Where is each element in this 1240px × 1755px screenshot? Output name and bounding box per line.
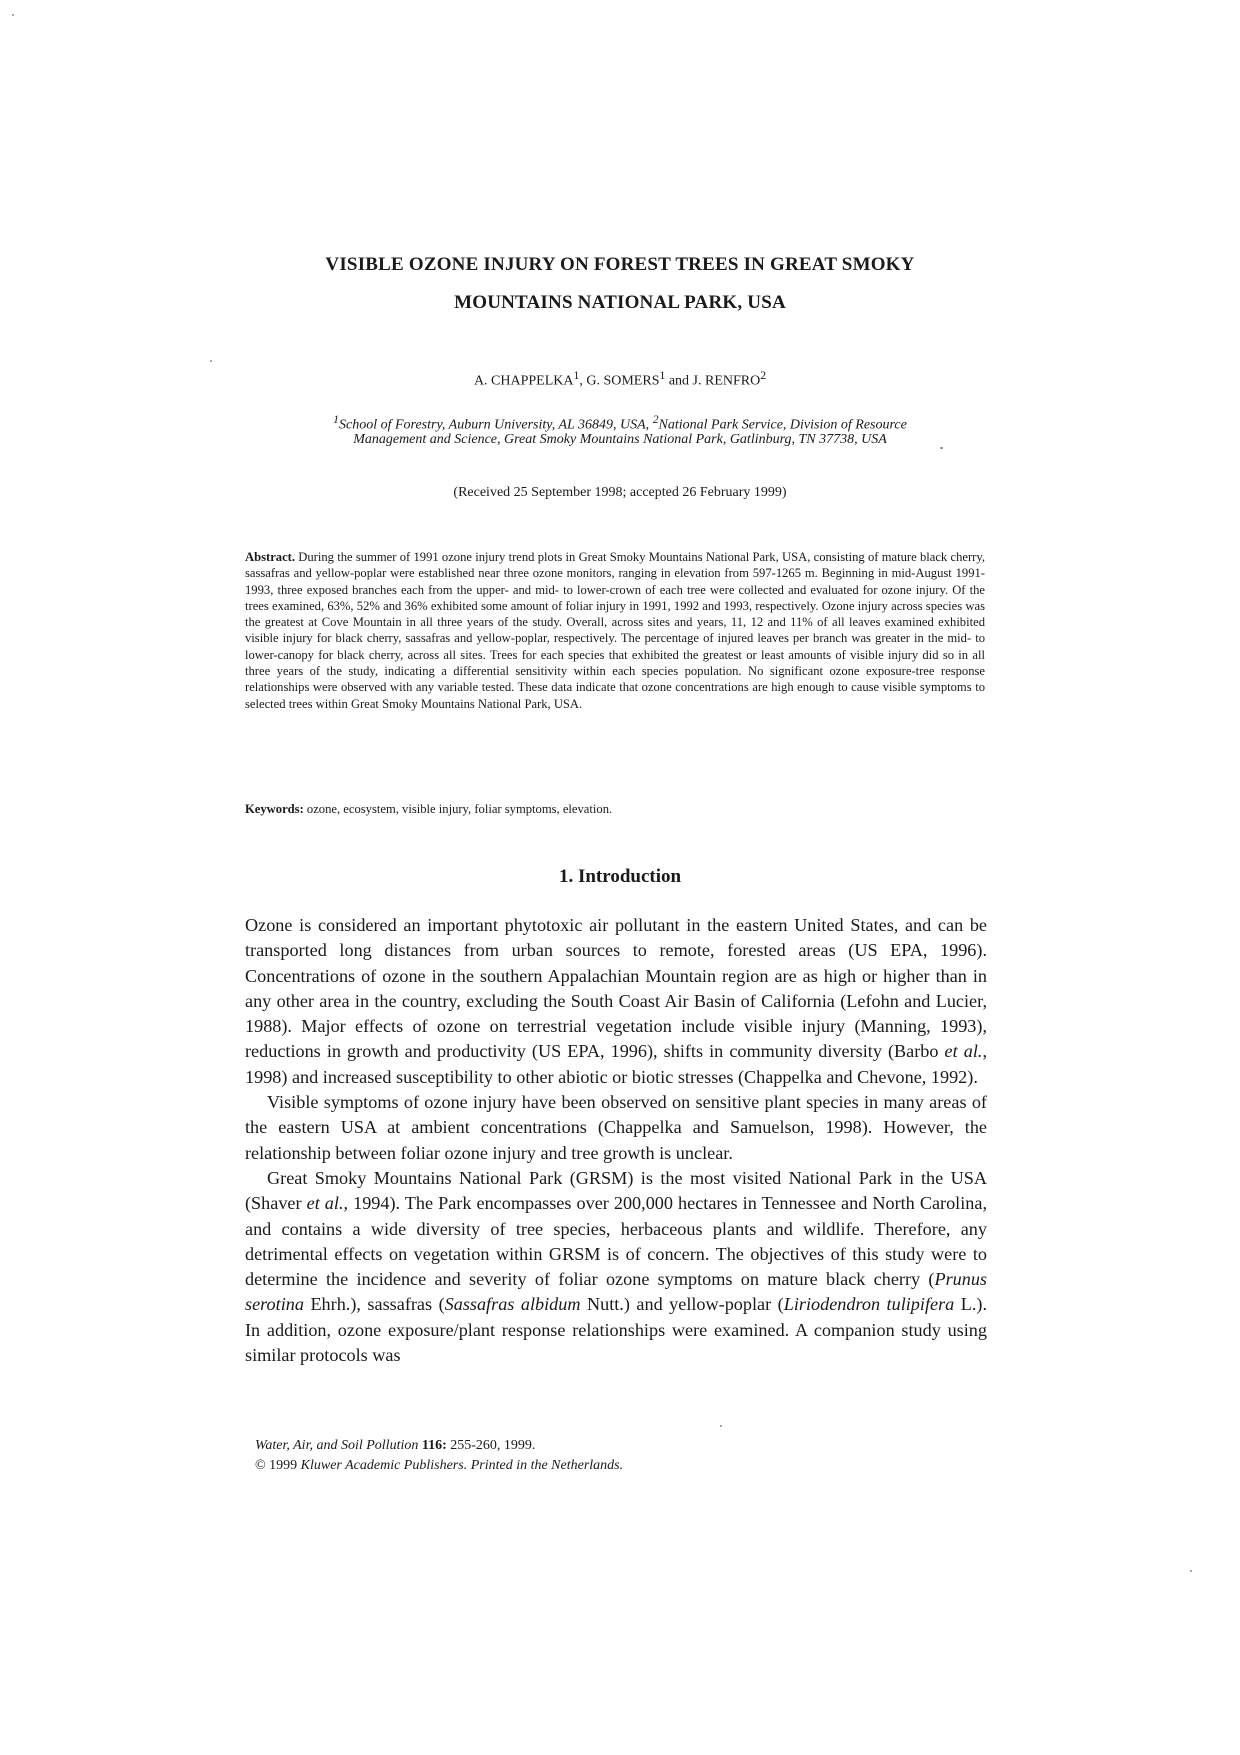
author-3-affil-mark: 2 bbox=[760, 369, 767, 382]
author-1: A. CHAPPELKA bbox=[473, 373, 574, 389]
italic-run: et al. bbox=[306, 1193, 344, 1214]
paragraph bbox=[245, 913, 987, 1090]
copyright-line bbox=[255, 1456, 955, 1476]
scan-speck bbox=[210, 360, 212, 362]
paper-title-line-2: MOUNTAINS NATIONAL PARK, USA bbox=[454, 292, 786, 313]
journal-volume: 116: bbox=[421, 1438, 447, 1453]
scan-speck bbox=[720, 1425, 722, 1427]
author-1-affil-mark: 1 bbox=[573, 369, 580, 382]
abstract bbox=[245, 549, 985, 712]
abstract-label: Abstract. bbox=[245, 550, 296, 564]
received-dates: (Received 25 September 1998; accepted 26 February 1999) bbox=[453, 485, 787, 500]
text-run: , 1998) and increased susceptibility to other abiotic or biotic stresses (Chappelka and Chevone, 1992). bbox=[245, 1041, 987, 1087]
journal-name: Water, Air, and Soil Pollution bbox=[255, 1438, 419, 1453]
italic-run: et al. bbox=[944, 1041, 983, 1062]
publisher-line: Kluwer Academic Publishers. Printed in the Netherlands. bbox=[300, 1458, 624, 1473]
journal-pages: 255-260, 1999. bbox=[446, 1438, 536, 1453]
author-2-affil-mark: 1 bbox=[659, 369, 666, 382]
author-list bbox=[240, 369, 1000, 390]
abstract-text: During the summer of 1991 ozone injury trend plots in Great Smoky Mountains National Park, USA, consisting of mature black cherry, sassafras and yellow-poplar were established near three ozone monitors, ranging in elevation from 597-1265 m. Beginning in mid-August 1991-1993, three exposed branches each from the upper- and mid- to lower-crown of each tree were collected and evaluated for ozone injury. Of the trees examined, 63%, 52% and 36% exhibited some amount of foliar injury in 1991, 1992 and 1993, respectively. Ozone injury across species was the greatest at Cove Mountain in all three years of the study. Overall, across sites and years, 11, 12 and 11% of all leaves examined exhibited visible injury for black cherry, sassafras and yellow-poplar, respectively. The percentage of injured leaves per branch was greater in the mid- to lower-canopy for black cherry, across all sites. Trees for each species that exhibited the greatest or least amounts of visible injury did so in all three years of the study, indicating a differential sensitivity within each species population. No significant ozone exposure-tree response relationships were observed with any variable tested. These data indicate that ozone concentrations are high enough to cause visible symptoms to selected trees within Great Smoky Mountains National Park, USA. bbox=[245, 550, 985, 711]
species-name: Liriodendron tulipifera bbox=[783, 1294, 955, 1315]
section-heading: 1. Introduction bbox=[558, 866, 682, 887]
paper-title-line-1: VISIBLE OZONE INJURY ON FOREST TREES IN GREAT SMOKY bbox=[325, 254, 915, 275]
affil-mark-1: 1 bbox=[333, 413, 339, 426]
keywords bbox=[245, 802, 985, 817]
text-run: Ozone is considered an important phytotoxic air pollutant in the eastern United States, and can be transported long distances from urban sources to remote, forested areas (US EPA, 1996). Concentrations of ozone in the southern Appalachian Mountain region are as high or higher than in any other area in the country, excluding the South Coast Air Basin of California (Lefohn and Lucier, 1988). Major effects of ozone on terrestrial vegetation include visible injury (Manning, 1993), reductions in growth and productivity (US EPA, 1996), shifts in community diversity (Barbo bbox=[245, 915, 987, 1062]
scan-speck bbox=[12, 14, 14, 16]
scan-speck bbox=[1190, 1570, 1192, 1572]
text-run: L.). In addition, ozone exposure/plant response relationships were examined. A companion study using similar protocols was bbox=[245, 1294, 987, 1366]
paragraph: Visible symptoms of ozone injury have been observed on sensitive plant species in many areas of the eastern USA at ambient concentrations (Chappelka and Samuelson, 1998). However, the relationship between foliar ozone injury and tree growth is unclear. bbox=[245, 1092, 987, 1163]
species-name: Prunus serotina bbox=[245, 1269, 987, 1315]
author-3: J. RENFRO bbox=[692, 373, 761, 389]
affiliation-2: National Park Service, Division of Resource bbox=[658, 417, 907, 433]
affiliation-line-2: Management and Science, Great Smoky Mountains National Park, Gatlinburg, TN 37738, USA bbox=[353, 432, 887, 447]
introduction-body bbox=[245, 913, 987, 1368]
scan-speck bbox=[940, 447, 943, 449]
keywords-label: Keywords: bbox=[245, 802, 304, 816]
text-run: Nutt.) and yellow-poplar ( bbox=[580, 1294, 784, 1315]
paragraph bbox=[245, 1166, 987, 1368]
affil-mark-2: 2 bbox=[652, 413, 659, 426]
journal-footer bbox=[255, 1436, 955, 1476]
author-2: G. SOMERS bbox=[586, 373, 660, 389]
text-run: Ehrh.), sassafras ( bbox=[303, 1294, 445, 1315]
text-run: Great Smoky Mountains National Park (GRSM) is the most visited National Park in the USA (Shaver bbox=[245, 1167, 987, 1214]
text-run: , 1994). The Park encompasses over 200,000 hectares in Tennessee and North Carolina, and contains a wide diversity of tree species, herbaceous plants and wildlife. Therefore, any detrimental effects on vegetation within GRSM is of concern. The objectives of this study were to determine the incidence and severity of foliar ozone symptoms on mature black cherry ( bbox=[245, 1193, 988, 1290]
citation-line bbox=[255, 1436, 955, 1456]
author-separator: and bbox=[665, 373, 693, 389]
author-separator: , bbox=[579, 373, 587, 389]
affiliation-1: School of Forestry, Auburn University, AL 36849, USA, bbox=[338, 417, 653, 433]
keywords-text: ozone, ecosystem, visible injury, foliar symptoms, elevation. bbox=[306, 802, 613, 816]
species-name: Sassafras albidum bbox=[444, 1294, 581, 1315]
copyright-year: © 1999 bbox=[255, 1458, 298, 1473]
